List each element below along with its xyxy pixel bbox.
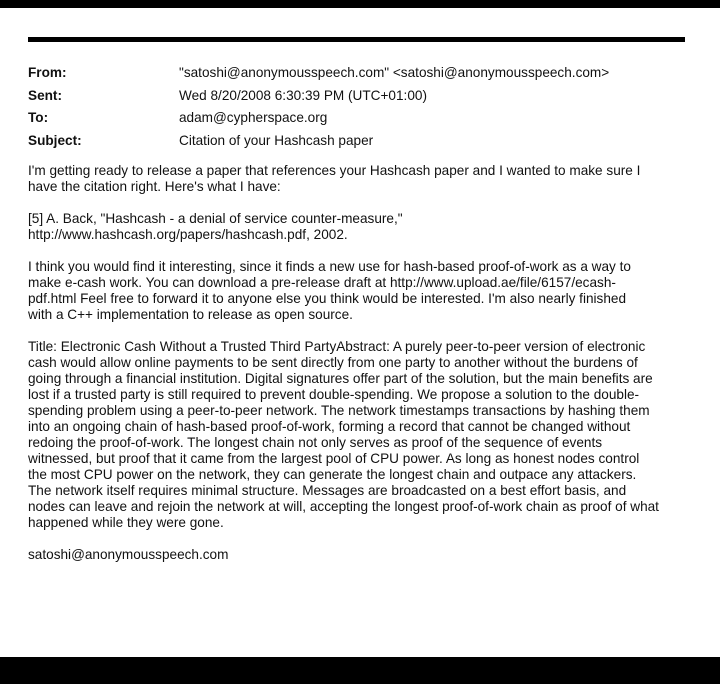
from-row <box>28 62 688 85</box>
to-value: adam@cypherspace.org <box>179 110 328 125</box>
email-page <box>0 8 720 657</box>
sent-value: Wed 8/20/2008 6:30:39 PM (UTC+01:00) <box>179 87 427 103</box>
from-value: "satoshi@anonymousspeech.com" <satoshi@anonymousspeech.com> <box>179 65 610 80</box>
from-label: From: <box>28 65 67 80</box>
to-label: To: <box>28 110 49 125</box>
signature: satoshi@anonymousspeech.com <box>28 547 229 562</box>
subject-value: Citation of your Hashcash paper <box>179 132 374 148</box>
sent-label: Sent: <box>28 87 62 103</box>
subject-row <box>28 130 688 153</box>
body-paragraph-intro: I'm getting ready to release a paper that references your Hashcash paper and I wanted to make sure I have the citation right. Here's what I have: <box>28 163 641 194</box>
body-paragraph-draft: I think you would find it interesting, since it finds a new use for hash-based proof-of-work as a way to make e-cash work. You can download a pre-release draft at http://www.upload.ae/file/6157/ecash- pdf.html Feel free to forward it to anyone else you think would be interested. I'm also nearly finished with a C++ implementation to release as open source. <box>28 259 631 322</box>
email-body <box>28 163 692 579</box>
header-rule <box>28 37 685 42</box>
body-paragraph-citation: [5] A. Back, "Hashcash - a denial of service counter-measure," http://www.hashcash.org/papers/hashcash.pdf, 2002. <box>28 211 403 242</box>
to-row <box>28 107 688 130</box>
subject-label: Subject: <box>28 132 82 148</box>
email-headers <box>28 62 688 152</box>
sent-row <box>28 85 688 108</box>
body-paragraph-abstract: Title: Electronic Cash Without a Trusted Third PartyAbstract: A purely peer-to-peer version of electronic cash would allow online payments to be sent directly from one party to another without the burdens of going through a financial institution. Digital signatures offer part of the solution, but the main benefits are lost if a trusted party is still required to prevent double-spending. We propose a solution to the double- spending problem using a peer-to-peer network. The network timestamps transactions by hashing them into an ongoing chain of hash-based proof-of-work, forming a record that cannot be changed without redoing the proof-of-work. The longest chain not only serves as proof of the sequence of events witnessed, but proof that it came from the largest pool of CPU power. As long as honest nodes control the most CPU power on the network, they can generate the longest chain and outpace any attackers. The network itself requires minimal structure. Messages are broadcasted on a best effort basis, and nodes can leave and rejoin the network at will, accepting the longest proof-of-work chain as proof of what happened while they were gone. <box>28 339 659 530</box>
